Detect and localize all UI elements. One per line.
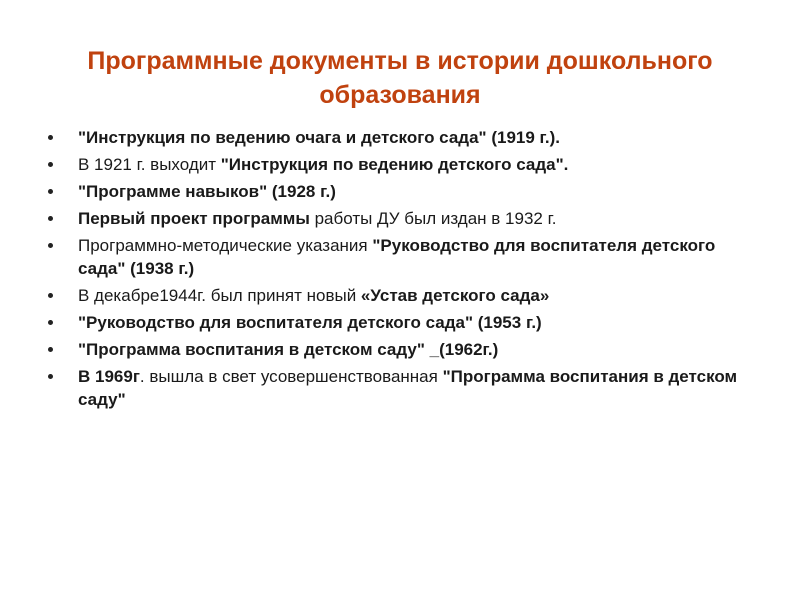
- bullet-dot-icon: [48, 374, 53, 379]
- bullet-text-bold: В 1969г: [78, 367, 140, 386]
- bullet-dot-icon: [48, 216, 53, 221]
- bullet-text-bold: "Программа воспитания в детском саду" _(1962г.): [78, 340, 499, 359]
- list-item: [48, 126, 748, 149]
- slide-title: Программные документы в истории дошкольного образования: [87, 47, 713, 109]
- list-item: [48, 311, 748, 334]
- bullet-dot-icon: [48, 135, 53, 140]
- bullet-text: работы ДУ был издан в 1932 г.: [309, 209, 557, 228]
- bullet-text-bold: "Программа воспитания в детском саду": [78, 367, 738, 409]
- list-item: [48, 234, 748, 280]
- bullet-text-bold: "Инструкция по ведению детского сада".: [220, 155, 569, 174]
- list-item: [48, 338, 748, 361]
- bullet-text-bold: «Устав детского сада»: [360, 286, 550, 305]
- bullet-text: . вышла в свет усовершенствованная: [139, 367, 443, 386]
- bullet-text: Программно-методические указания: [78, 236, 373, 255]
- bullet-text-bold: "Руководство для воспитателя детского сада" (1938 г.): [78, 236, 716, 278]
- list-item: [48, 207, 748, 230]
- bullet-text: В декабре1944г. был принят новый: [78, 286, 361, 305]
- bullet-dot-icon: [48, 162, 53, 167]
- list-item: [48, 153, 748, 176]
- bullet-text-bold: "Руководство для воспитателя детского сада" (1953 г.): [78, 313, 542, 332]
- list-item: [48, 284, 748, 307]
- list-item: [48, 365, 748, 411]
- bullet-dot-icon: [48, 320, 53, 325]
- bullet-dot-icon: [48, 347, 53, 352]
- bullet-text-bold: "Инструкция по ведению очага и детского сада" (1919 г.).: [78, 128, 561, 147]
- bullet-dot-icon: [48, 293, 53, 298]
- bullet-list: [48, 126, 748, 415]
- list-item: [48, 180, 748, 203]
- bullet-text-bold: Первый проект программы: [78, 209, 310, 228]
- bullet-text: В 1921 г. выходит: [78, 155, 221, 174]
- bullet-dot-icon: [48, 243, 53, 248]
- bullet-text-bold: "Программе навыков" (1928 г.): [78, 182, 336, 201]
- bullet-dot-icon: [48, 189, 53, 194]
